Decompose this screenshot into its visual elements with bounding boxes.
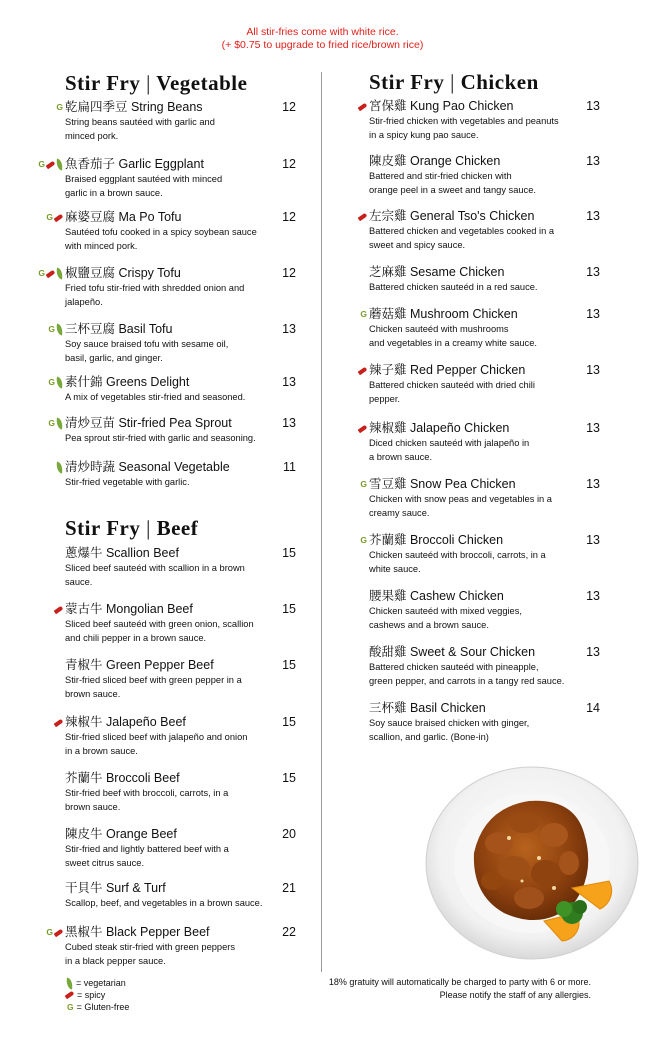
menu-item xyxy=(65,602,295,645)
item-icons xyxy=(33,925,63,940)
item-name: 辣子雞 Red Pepper Chicken xyxy=(369,363,526,377)
item-icons xyxy=(40,460,63,475)
leaf-icon xyxy=(55,461,64,473)
gluten-free-icon: G xyxy=(38,268,45,278)
item-name: 三杯豆腐 Basil Tofu xyxy=(65,322,173,336)
item-description: Sliced beef sauteéd with green onion, scallion and chili pepper in a brown sauce. xyxy=(65,619,254,643)
item-icons xyxy=(40,602,63,617)
item-description: Battered chicken sauteéd with dried chili pepper. xyxy=(369,380,535,404)
item-name: 左宗雞 General Tso's Chicken xyxy=(369,209,535,223)
item-description: Battered and stir-fried chicken with orange peel in a sweet and tangy sauce. xyxy=(369,171,536,195)
item-description: Stir-fried chicken with vegetables and peanuts in a spicy kung pao sauce. xyxy=(369,116,559,140)
menu-item xyxy=(65,715,295,758)
item-description: Scallop, beef, and vegetables in a brown sauce. xyxy=(65,898,263,908)
item-name: 蔥爆牛 Scallion Beef xyxy=(65,546,179,560)
item-price: 13 xyxy=(586,645,600,659)
pepper-icon xyxy=(54,928,64,936)
item-icons xyxy=(25,266,63,281)
item-icons xyxy=(33,375,63,390)
item-icons xyxy=(33,210,63,225)
item-name: 黑椒牛 Black Pepper Beef xyxy=(65,925,210,939)
item-icons xyxy=(33,416,63,431)
menu-item xyxy=(65,266,295,309)
item-description: Diced chicken sauteéd with jalapeño in a brown sauce. xyxy=(369,438,530,462)
gluten-free-icon: G xyxy=(360,535,367,545)
pepper-icon xyxy=(65,991,75,999)
gluten-free-icon: G xyxy=(38,159,45,169)
item-description: A mix of vegetables stir-fried and seasoned. xyxy=(65,392,246,402)
item-name: 辣椒雞 Jalapeño Chicken xyxy=(369,421,510,435)
leaf-icon xyxy=(55,323,64,335)
item-price: 13 xyxy=(586,154,600,168)
item-price: 15 xyxy=(282,715,296,729)
item-description: Chicken sauteéd with mixed veggies, cashews and a brown sauce. xyxy=(369,606,522,630)
orange-chicken-photo xyxy=(424,763,640,963)
item-name: 魚香茄子 Garlic Eggplant xyxy=(65,157,204,171)
rice-notice-line-1: All stir-fries come with white rice. xyxy=(246,26,399,38)
item-icons xyxy=(344,363,367,378)
item-icons xyxy=(33,322,63,337)
legend-gluten-free: G = Gluten-free xyxy=(54,1001,129,1013)
item-price: 13 xyxy=(282,416,296,430)
item-description: Soy sauce braised chicken with ginger, scallion, and garlic. (Bone-in) xyxy=(369,718,530,742)
gluten-free-icon: G xyxy=(46,212,53,222)
item-price: 20 xyxy=(282,827,296,841)
item-description: Cubed steak stir-fried with green peppers in a black pepper sauce. xyxy=(65,942,236,966)
menu-item xyxy=(65,771,295,814)
item-name: 干貝牛 Surf & Turf xyxy=(65,881,166,895)
item-description: Stir-fried and lightly battered beef with a sweet citrus sauce. xyxy=(65,844,229,868)
item-name: 清炒時蔬 Seasonal Vegetable xyxy=(65,460,230,474)
gluten-free-icon: G xyxy=(360,309,367,319)
menu-item xyxy=(65,322,295,365)
item-price: 12 xyxy=(282,266,296,280)
section-title-vegetable: Stir Fry | Vegetable xyxy=(65,71,248,95)
menu-item xyxy=(65,827,295,870)
legend-vegetarian: = vegetarian xyxy=(54,977,129,989)
menu-item xyxy=(65,658,295,701)
item-price: 13 xyxy=(586,265,600,279)
item-price: 22 xyxy=(282,925,296,939)
leaf-icon xyxy=(55,158,64,170)
legend-spicy: = spicy xyxy=(54,989,129,1001)
pepper-icon xyxy=(54,718,64,726)
item-name: 腰果雞 Cashew Chicken xyxy=(369,589,504,603)
pepper-icon xyxy=(358,424,368,432)
item-description: Pea sprout stir-fried with garlic and seasoning. xyxy=(65,433,256,443)
section-title-beef: Stir Fry | Beef xyxy=(65,516,199,540)
item-name: 芝麻雞 Sesame Chicken xyxy=(369,265,505,279)
item-name: 宮保雞 Kung Pao Chicken xyxy=(369,99,514,113)
item-price: 12 xyxy=(282,100,296,114)
item-description: Battered chicken sauteéd in a red sauce. xyxy=(369,282,538,292)
item-description: Chicken sauteéd with mushrooms and vegetables in a creamy white sauce. xyxy=(369,324,537,348)
item-price: 13 xyxy=(586,99,600,113)
item-description: Sliced beef sauteéd with scallion in a brown sauce. xyxy=(65,563,245,587)
item-icons xyxy=(344,477,367,492)
item-name: 陳皮雞 Orange Chicken xyxy=(369,154,501,168)
item-price: 13 xyxy=(586,589,600,603)
item-description: Battered chicken and vegetables cooked in a sweet and spicy sauce. xyxy=(369,226,555,250)
allergy-note: Please notify the staff of any allergies. xyxy=(439,990,591,1000)
footer-notes xyxy=(329,976,591,1002)
pepper-icon xyxy=(46,269,56,277)
pepper-icon xyxy=(358,212,368,220)
gluten-free-icon: G xyxy=(67,1001,74,1012)
item-description: Battered chicken sauteéd with pineapple, green pepper, and carrots in a tangy red sauce. xyxy=(369,662,565,686)
item-icons xyxy=(25,157,63,172)
item-name: 陳皮牛 Orange Beef xyxy=(65,827,177,841)
item-name: 椒鹽豆腐 Crispy Tofu xyxy=(65,266,181,280)
item-icons xyxy=(40,100,63,115)
item-description: String beans sautéed with garlic and minced pork. xyxy=(65,117,215,141)
item-description: Chicken with snow peas and vegetables in a creamy sauce. xyxy=(369,494,552,518)
item-price: 13 xyxy=(586,307,600,321)
item-name: 辣椒牛 Jalapeño Beef xyxy=(65,715,186,729)
gluten-free-icon: G xyxy=(360,479,367,489)
pepper-icon xyxy=(46,160,56,168)
item-name: 酸甜雞 Sweet & Sour Chicken xyxy=(369,645,536,659)
item-name: 芥蘭雞 Broccoli Chicken xyxy=(369,533,504,547)
item-description: Sautéed tofu cooked in a spicy soybean sauce with minced pork. xyxy=(65,227,257,251)
gluten-free-icon: G xyxy=(56,102,63,112)
item-description: Chicken sauteéd with broccoli, carrots, in a white sauce. xyxy=(369,550,546,574)
gluten-free-icon: G xyxy=(48,324,55,334)
gratuity-note: 18% gratuity will automatically be charged to party with 6 or more. xyxy=(328,977,591,987)
legend xyxy=(54,977,129,1013)
item-price: 13 xyxy=(586,363,600,377)
item-icons xyxy=(344,533,367,548)
item-icons xyxy=(40,715,63,730)
item-description: Stir-fried sliced beef with green pepper in a brown sauce. xyxy=(65,675,242,699)
menu-item xyxy=(65,546,295,589)
rice-notice xyxy=(0,26,645,52)
item-price: 13 xyxy=(586,533,600,547)
leaf-icon xyxy=(55,376,64,388)
item-name: 乾扁四季豆 String Beans xyxy=(65,100,203,114)
item-name: 蒙古牛 Mongolian Beef xyxy=(65,602,193,616)
menu-item xyxy=(65,100,295,143)
menu-item xyxy=(65,210,295,253)
pepper-icon xyxy=(54,213,64,221)
item-icons xyxy=(344,307,367,322)
leaf-icon xyxy=(65,977,74,989)
item-name: 清炒豆苗 Stir-fried Pea Sprout xyxy=(65,416,232,430)
menu-item xyxy=(65,925,295,968)
item-icons xyxy=(344,421,367,436)
item-price: 21 xyxy=(282,881,296,895)
item-description: Stir-fried vegetable with garlic. xyxy=(65,477,190,487)
item-name: 三杯雞 Basil Chicken xyxy=(369,701,486,715)
item-description: Fried tofu stir-fried with shredded onion and jalapeño. xyxy=(65,283,245,307)
item-icons xyxy=(344,209,367,224)
item-name: 青椒牛 Green Pepper Beef xyxy=(65,658,214,672)
item-price: 14 xyxy=(586,701,600,715)
item-icons xyxy=(344,99,367,114)
gluten-free-icon: G xyxy=(48,418,55,428)
item-name: 蘑菇雞 Mushroom Chicken xyxy=(369,307,518,321)
item-description: Braised eggplant sautéed with minced garlic in a brown sauce. xyxy=(65,174,223,198)
pepper-icon xyxy=(358,102,368,110)
leaf-icon xyxy=(55,417,64,429)
leaf-icon xyxy=(55,267,64,279)
menu-item xyxy=(65,157,295,200)
rice-notice-line-2: (+ $0.75 to upgrade to fried rice/brown rice) xyxy=(221,39,424,51)
pepper-icon xyxy=(54,605,64,613)
item-description: Stir-fried beef with broccoli, carrots, in a brown sauce. xyxy=(65,788,229,812)
gluten-free-icon: G xyxy=(48,377,55,387)
item-price: 13 xyxy=(282,322,296,336)
item-name: 麻婆豆腐 Ma Po Tofu xyxy=(65,210,182,224)
item-price: 13 xyxy=(586,209,600,223)
item-price: 13 xyxy=(586,477,600,491)
item-price: 15 xyxy=(282,658,296,672)
column-divider xyxy=(321,72,322,972)
item-name: 芥蘭牛 Broccoli Beef xyxy=(65,771,180,785)
item-price: 15 xyxy=(282,771,296,785)
item-price: 15 xyxy=(282,602,296,616)
item-description: Stir-fried sliced beef with jalapeño and onion in a brown sauce. xyxy=(65,732,248,756)
item-price: 12 xyxy=(282,157,296,171)
item-price: 13 xyxy=(282,375,296,389)
item-description: Soy sauce braised tofu with sesame oil, basil, garlic, and ginger. xyxy=(65,339,229,363)
item-name: 素什錦 Greens Delight xyxy=(65,375,190,389)
gluten-free-icon: G xyxy=(46,927,53,937)
item-price: 15 xyxy=(282,546,296,560)
item-price: 11 xyxy=(283,460,296,474)
item-name: 雪豆雞 Snow Pea Chicken xyxy=(369,477,516,491)
item-price: 13 xyxy=(586,421,600,435)
menu-item xyxy=(65,460,295,490)
pepper-icon xyxy=(358,366,368,374)
item-price: 12 xyxy=(282,210,296,224)
section-title-chicken: Stir Fry | Chicken xyxy=(369,70,539,94)
